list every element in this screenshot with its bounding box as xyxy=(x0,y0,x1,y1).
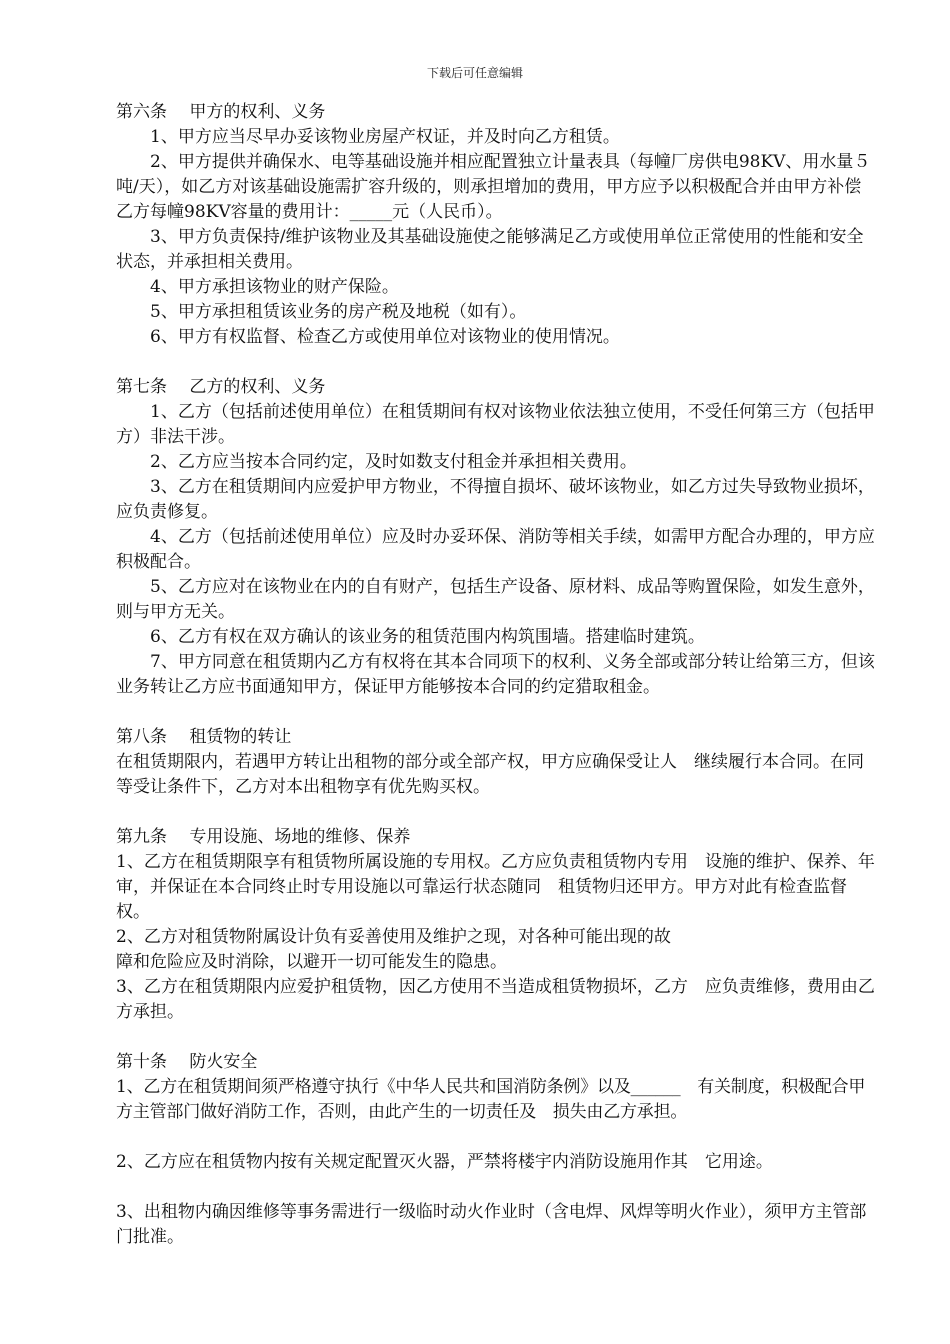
article-7-item-4: 4、乙方（包括前述使用单位）应及时办妥环保、消防等相关手续，如需甲方配合办理的，甲方应积极配合。 xyxy=(116,527,875,572)
article-9-item-2: 2、乙方对租赁物附属设计负有妥善使用及维护之现，对各种可能出现的故 xyxy=(116,927,671,947)
article-7-item-6: 6、乙方有权在双方确认的该业务的租赁范围内构筑围墙。搭建临时建筑。 xyxy=(150,627,705,647)
article-9-item-1: 1、乙方在租赁期限享有租赁物所属设施的专用权。乙方应负责租赁物内专用 设施的维护、保养、年审，并保证在本合同终止时专用设施以可靠运行状态随同 租赁物归还甲方。甲方对此有检查监督权。 xyxy=(116,852,875,922)
article-9-item-2-cont: 障和危险应及时消除，以避开一切可能发生的隐患。 xyxy=(116,952,507,972)
spacer xyxy=(116,1025,876,1050)
article-6-item-1: 1、甲方应当尽早办妥该物业房屋产权证，并及时向乙方租赁。 xyxy=(150,127,620,147)
article-9 xyxy=(116,825,876,1025)
spacer xyxy=(116,700,876,725)
spacer xyxy=(116,800,876,825)
article-10-item-1: 1、乙方在租赁期间须严格遵守执行《中华人民共和国消防条例》以及______ 有关制度，积极配合甲方主管部门做好消防工作，否则，由此产生的一切责任及 损失由乙方承担。 xyxy=(116,1077,866,1122)
article-7-item-1: 1、乙方（包括前述使用单位）在租赁期间有权对该物业依法独立使用，不受任何第三方（包括甲方）非法干涉。 xyxy=(116,402,875,447)
article-8-body: 在租赁期限内，若遇甲方转让出租物的部分或全部产权，甲方应确保受让人 继续履行本合同。在同等受让条件下，乙方对本出租物享有优先购买权。 xyxy=(116,752,864,797)
article-6-item-2: 2、甲方提供并确保水、电等基础设施并相应配置独立计量表具（每幢厂房供电98KV、用水量５吨/天），如乙方对该基础设施需扩容升级的，则承担增加的费用，甲方应予以积极配合并由甲方补偿乙方每幢98KV容量的费用计：_____元（人民币）。 xyxy=(116,152,871,222)
article-6-item-6: 6、甲方有权监督、检查乙方或使用单位对该物业的使用情况。 xyxy=(150,327,620,347)
spacer xyxy=(116,1125,876,1150)
page-header: 下载后可任意编辑 xyxy=(426,66,523,80)
article-10-item-3: 3、出租物内确因维修等事务需进行一级临时动火作业时（含电焊、风焊等明火作业），须甲方主管部门批准。 xyxy=(116,1202,867,1247)
article-7-item-7: 7、甲方同意在租赁期内乙方有权将在其本合同项下的权利、义务全部或部分转让给第三方，但该业务转让乙方应书面通知甲方，保证甲方能够按本合同的约定猎取租金。 xyxy=(116,652,875,697)
article-6-item-3: 3、甲方负责保持/维护该物业及其基础设施使之能够满足乙方或使用单位正常使用的性能和安全状态，并承担相关费用。 xyxy=(116,227,864,272)
article-10-item-2: 2、乙方应在租赁物内按有关规定配置灭火器，严禁将楼宇内消防设施用作其 它用途。 xyxy=(116,1152,773,1172)
article-10 xyxy=(116,1050,876,1250)
article-6-item-5: 5、甲方承担租赁该业务的房产税及地税（如有）。 xyxy=(150,302,527,322)
spacer xyxy=(116,350,876,375)
article-8 xyxy=(116,725,876,800)
article-7-item-5: 5、乙方应对在该物业在内的自有财产，包括生产设备、原材料、成品等购置保险，如发生意外，则与甲方无关。 xyxy=(116,577,875,622)
spacer xyxy=(116,1175,876,1200)
article-10-title: 第十条 防火安全 xyxy=(116,1052,258,1072)
article-7-title: 第七条 乙方的权利、义务 xyxy=(116,377,326,397)
article-7-item-2: 2、乙方应当按本合同约定，及时如数支付租金并承担相关费用。 xyxy=(150,452,637,472)
article-6 xyxy=(116,100,876,350)
article-7 xyxy=(116,375,876,700)
article-7-item-3: 3、乙方在租赁期间内应爱护甲方物业，不得擅自损坏、破坏该物业，如乙方过失导致物业损坏，应负责修复。 xyxy=(116,477,875,522)
article-9-title: 第九条 专用设施、场地的维修、保养 xyxy=(116,827,411,847)
document-body xyxy=(116,100,876,1250)
article-6-title: 第六条 甲方的权利、义务 xyxy=(116,102,326,122)
article-6-item-4: 4、甲方承担该物业的财产保险。 xyxy=(150,277,399,297)
article-9-item-3: 3、乙方在租赁期限内应爱护租赁物，因乙方使用不当造成租赁物损坏，乙方 应负责维修，费用由乙方承担。 xyxy=(116,977,875,1022)
article-8-title: 第八条 租赁物的转让 xyxy=(116,727,292,747)
